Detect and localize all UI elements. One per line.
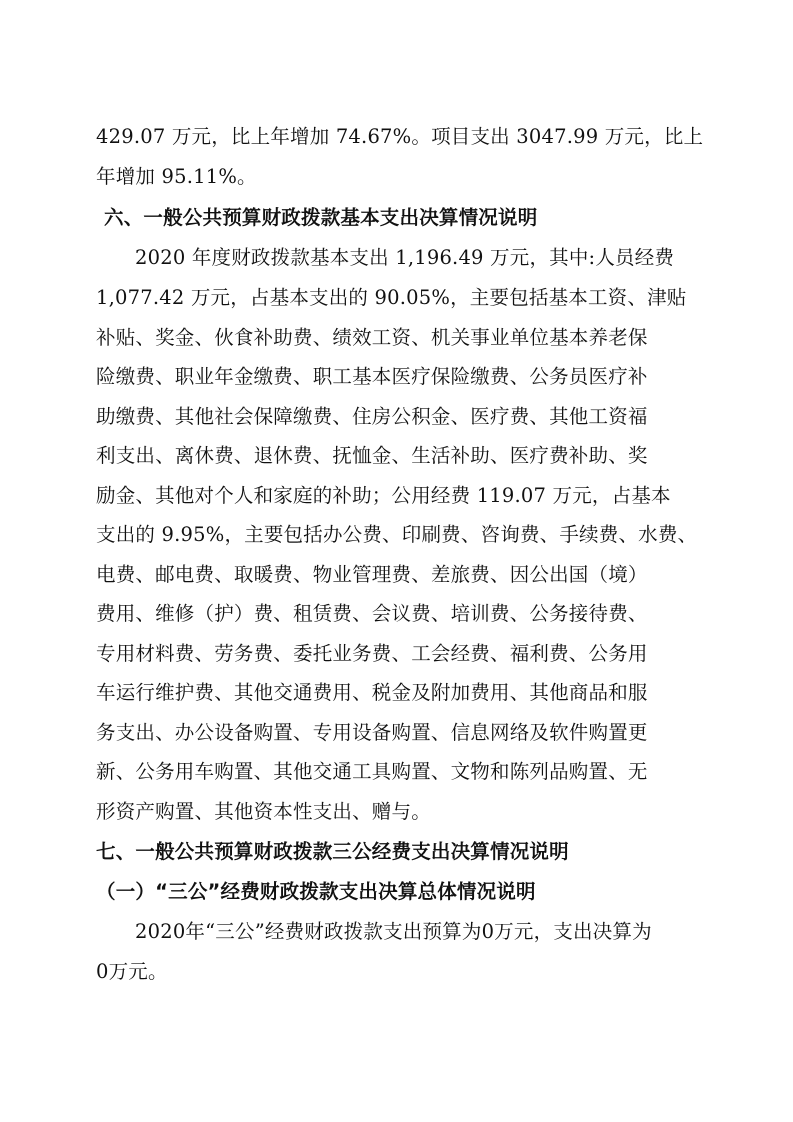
basic-line-12: 车运行维护费、其他交通费用、税金及附加费用、其他商品和服 [96,681,648,704]
basic-line-8: 支出的 9.95%，主要包括办公费、印刷费、咨询费、手续费、水费、 [96,523,698,546]
section-heading-6: 六、一般公共预算财政拨款基本支出决算情况说明 [104,206,538,229]
basic-line-10: 费用、维修（护）费、租赁费、会议费、培训费、公务接待费、 [96,602,648,625]
basic-line-14: 新、公务用车购置、其他交通工具购置、文物和陈列品购置、无 [96,760,648,783]
sangong-line-2: 0万元。 [96,960,168,983]
basic-line-4: 险缴费、职业年金缴费、职工基本医疗保险缴费、公务员医疗补 [96,365,648,388]
basic-line-7: 励金、其他对个人和家庭的补助；公用经费 119.07 万元，占基本 [96,484,671,507]
basic-line-11: 专用材料费、劳务费、委托业务费、工会经费、福利费、公务用 [96,642,648,665]
sangong-line-1: 2020年“三公”经费财政拨款支出预算为0万元，支出决算为 [135,920,652,943]
basic-line-9: 电费、邮电费、取暖费、物业管理费、差旅费、因公出国（境） [96,563,648,586]
basic-line-1: 2020 年度财政拨款基本支出 1,196.49 万元，其中:人员经费 [135,246,675,269]
basic-line-13: 务支出、办公设备购置、专用设备购置、信息网络及软件购置更 [96,721,648,744]
basic-line-3: 补贴、奖金、伙食补助费、绩效工资、机关事业单位基本养老保 [96,326,648,349]
basic-line-2: 1,077.42 万元，占基本支出的 90.05%，主要包括基本工资、津贴 [96,286,687,309]
basic-line-6: 利支出、离休费、退休费、抚恤金、生活补助、医疗费补助、奖 [96,444,648,467]
basic-line-15: 形资产购置、其他资本性支出、赠与。 [96,800,431,823]
section-heading-7: 七、一般公共预算财政拨款三公经费支出决算情况说明 [96,840,569,863]
basic-line-5: 助缴费、其他社会保障缴费、住房公积金、医疗费、其他工资福 [96,405,648,428]
intro-line-2: 年增加 95.11%。 [96,165,257,188]
intro-line-1: 429.07 万元，比上年增加 74.67%。项目支出 3047.99 万元，比上 [96,125,704,148]
subsection-heading-7-1: （一）“三公”经费财政拨款支出决算总体情况说明 [96,880,536,903]
